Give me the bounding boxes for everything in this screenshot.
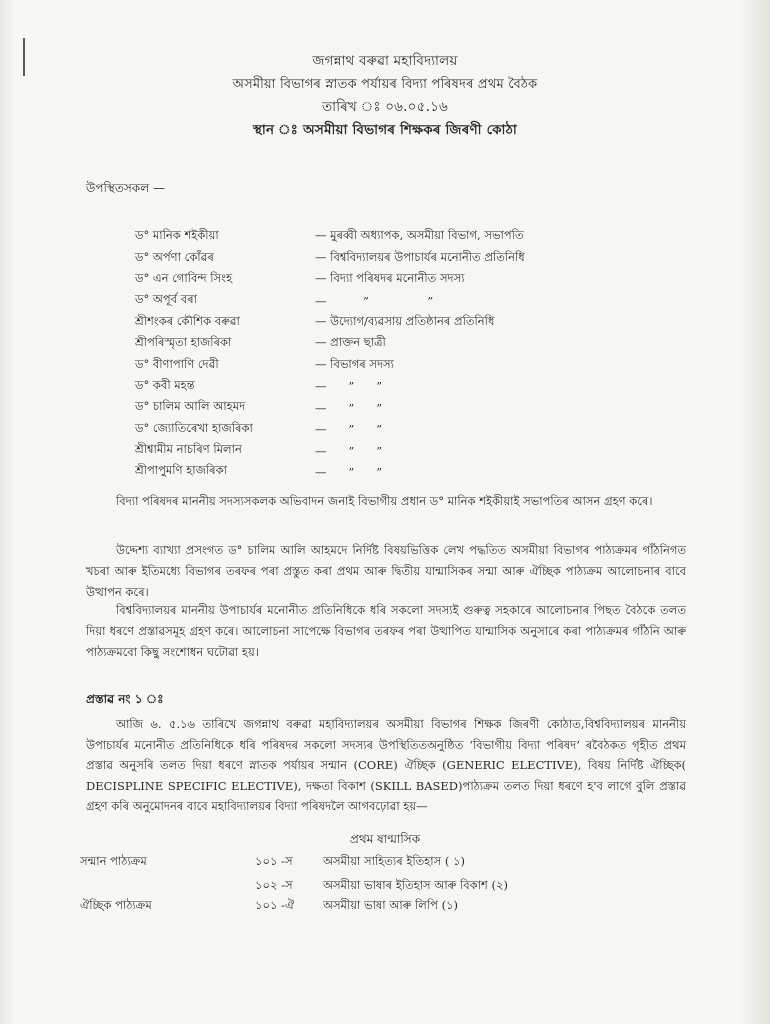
course-code: ১০১ -স bbox=[255, 854, 293, 868]
member-row bbox=[135, 376, 605, 397]
member-role: — বিভাগৰ সদস্য bbox=[315, 356, 394, 371]
member-name: ড° জ্যোতিৰেখা হাজৰিকা bbox=[135, 420, 253, 435]
paragraph-text: বিশ্ববিদ্যালয়ৰ মাননীয় উপাচাৰ্যৰ মনোনীত প্ৰতিনিধিকে ধৰি সকলো সদস্যই গুৰুত্ব সহকাৰে আলোচনাৰ পিছত বৈঠকে তলত দিয়া ধৰণে প্ৰস্তাৱসমূহ গ্ৰহণ কৰে। আলোচনা সাপেক্ষে বিভাগৰ তৰফৰ পৰা উত্থাপিত যান্মাসিক অনুসাৰে কৰা পাঠ্যক্ৰমৰ গাঁঠনি আৰু পাঠ্যক্ৰমবো কিছু সংশোধন ঘটোৱা হয়। bbox=[86, 603, 686, 659]
paragraph-chair bbox=[86, 491, 686, 512]
member-row bbox=[135, 333, 605, 354]
member-row bbox=[135, 290, 605, 311]
member-role: — ” ” bbox=[315, 293, 434, 308]
member-name: শ্ৰীপৰিস্মৃতা হাজৰিকা bbox=[135, 335, 232, 350]
college-name: জগন্নাথ বৰুৱা মহাবিদ্যালয় bbox=[312, 53, 458, 69]
member-role: — ” ” bbox=[315, 464, 383, 479]
member-role: — উদ্যোগ/ব্যৱসায় প্ৰতিষ্ঠানৰ প্ৰতিনিধি bbox=[315, 313, 495, 328]
member-row bbox=[135, 419, 605, 440]
semester-title: প্ৰথম ষাণ্মাসিক bbox=[349, 832, 421, 846]
proposal-label: প্ৰস্তাৱ নং ১ ঃ bbox=[86, 692, 164, 706]
member-row bbox=[135, 269, 605, 290]
course-name: অসমীয়া ভাষা আৰু লিপি (১) bbox=[323, 898, 459, 912]
member-name: ড° চালিম আলি আহমদ bbox=[135, 399, 246, 414]
member-role: — ” ” bbox=[315, 379, 383, 394]
course-row bbox=[80, 897, 458, 916]
course-row bbox=[80, 877, 508, 896]
paragraph-text: উদ্দেশ্য ব্যাখ্যা প্ৰসংগত ড° চালিম আলি আহমদে নিৰ্দিষ্ট বিষয়ভিত্তিক লেখ পদ্ধতিত অসমীয়া বিভাগৰ পাঠ্যক্ৰমৰ গাঁঠনিগত খচৰা আৰু ইতিমধ্যে বিভাগৰ তৰফৰ পৰা প্ৰস্তুত কৰা প্ৰথম আৰু দ্বিতীয় যান্মাসিকৰ সন্মা আৰু ঐচ্ছিক পাঠ্যক্ৰম আলোচনাৰ বাবে উত্থাপন কৰে। bbox=[86, 543, 686, 599]
course-code: ১০২ -স bbox=[255, 878, 293, 892]
course-category bbox=[80, 877, 255, 896]
member-row bbox=[135, 461, 605, 482]
proposal-text-block bbox=[86, 714, 686, 817]
document-header bbox=[0, 50, 770, 142]
meeting-date: তাৰিখ ঃ ০৬.০৫.১৬ bbox=[321, 99, 449, 115]
member-row bbox=[135, 247, 605, 268]
present-label: উপস্থিতসকল — bbox=[86, 181, 165, 195]
course-row bbox=[80, 853, 465, 872]
course-category: ঐচ্ছিক পাঠ্যক্ৰম bbox=[80, 898, 152, 912]
member-role: — ” ” bbox=[315, 443, 383, 458]
member-role: — ” ” bbox=[315, 422, 383, 437]
member-name: শ্ৰীপাপুমণি হাজৰিকা bbox=[135, 463, 228, 478]
course-name: অসমীয়া সাহিত্যৰ ইতিহাস ( ১) bbox=[323, 854, 465, 868]
member-name: শ্ৰীশ্বামীম নাচৰিণ মিলান bbox=[135, 442, 242, 457]
member-name: শ্ৰীশংকৰ কৌশিক বৰুৱা bbox=[135, 313, 240, 328]
course-category: সন্মান পাঠ্যক্ৰম bbox=[80, 854, 147, 868]
proposal-text: আজি ৬. ৫.১৬ তাৰিখে জগন্নাথ বৰুৱা মহাবিদ্যালয়ৰ অসমীয়া বিভাগৰ শিক্ষক জিৰণী কোঠাত,বিশ্ববিদ্যালয়ৰ মাননীয় উপাচাৰ্যৰ মনোনীত প্ৰতিনিধিকে ধৰি পৰিষদৰ সকলো সদস্যৰ উপস্থিতিতঅনুষ্ঠিত ‘বিভাগীয় বিদ্যা পৰিষদ’ ৰবৈঠকত গৃহীত প্ৰথম প্ৰস্তাৱ অনুসৰি তলত দিয়া ধৰণে স্নাতক পৰ্যায়ৰ সন্মান (CORE) ঐচ্ছিক (GENERIC ELECTIVE), বিষয় নিৰ্দিষ্ট ঐচ্ছিক( DECISPLINE SPECIFIC ELECTIVE), দক্ষতা বিকাশ (SKILL BASED)পাঠ্যক্ৰম তলত দিয়া ধৰণে হ'ব লাগে বুলি প্ৰস্তাৱ গ্ৰহণ কৰি অনুমোদনৰ বাবে মহাবিদ্যালয়ৰ বিদ্যা পৰিষদলৈ আগবঢ়োৱা হয়— bbox=[86, 717, 686, 813]
member-row bbox=[135, 226, 605, 247]
member-row bbox=[135, 397, 605, 418]
member-name: ড° কবী মহন্ত bbox=[135, 377, 195, 392]
paragraph-text: বিদ্যা পৰিষদৰ মাননীয় সদস্যসকলক অভিবাদন জনাই বিভাগীয় প্ৰধান ড° মানিক শইকীয়াই সভাপতিৰ আসন গ্ৰহণ কৰে। bbox=[116, 494, 653, 508]
paragraph-discussion bbox=[86, 600, 686, 663]
paragraph-purpose bbox=[86, 540, 686, 603]
member-role: — প্ৰাক্তন ছাত্ৰী bbox=[315, 335, 386, 350]
member-name: ড° এন গোবিন্দ সিংহ bbox=[135, 270, 233, 285]
member-name: ড° অৰ্পণা কোঁৱৰ bbox=[135, 249, 214, 264]
member-role: — বিদ্যা পৰিষদৰ মনোনীত সদস্য bbox=[315, 270, 465, 285]
member-role: — মুৰব্বী অধ্যাপক, অসমীয়া বিভাগ, সভাপতি bbox=[315, 228, 524, 243]
member-row bbox=[135, 440, 605, 461]
members-list bbox=[135, 226, 605, 483]
course-name: অসমীয়া ভাষাৰ ইতিহাস আৰু বিকাশ (২) bbox=[323, 878, 508, 892]
member-role: — বিশ্ববিদ্যালয়ৰ উপাচাৰ্যৰ মনোনীত প্ৰতিনিধি bbox=[315, 249, 525, 264]
meeting-venue: স্থান ঃ অসমীয়া বিভাগৰ শিক্ষকৰ জিৰণী কোঠা bbox=[253, 122, 517, 138]
member-row bbox=[135, 354, 605, 375]
member-row bbox=[135, 312, 605, 333]
member-name: ড° বীণাপাণি দেৱী bbox=[135, 356, 219, 371]
member-role: — ” ” bbox=[315, 400, 383, 415]
meeting-title: অসমীয়া বিভাগৰ স্নাতক পৰ্যায়ৰ বিদ্যা পৰিষদৰ প্ৰথম বৈঠক bbox=[232, 77, 538, 92]
member-name: ড° অপূৰ্ব বৰা bbox=[135, 292, 197, 307]
course-code: ১০১ -ঐ bbox=[255, 898, 295, 912]
member-name: ড° মানিক শইকীয়া bbox=[135, 228, 219, 243]
